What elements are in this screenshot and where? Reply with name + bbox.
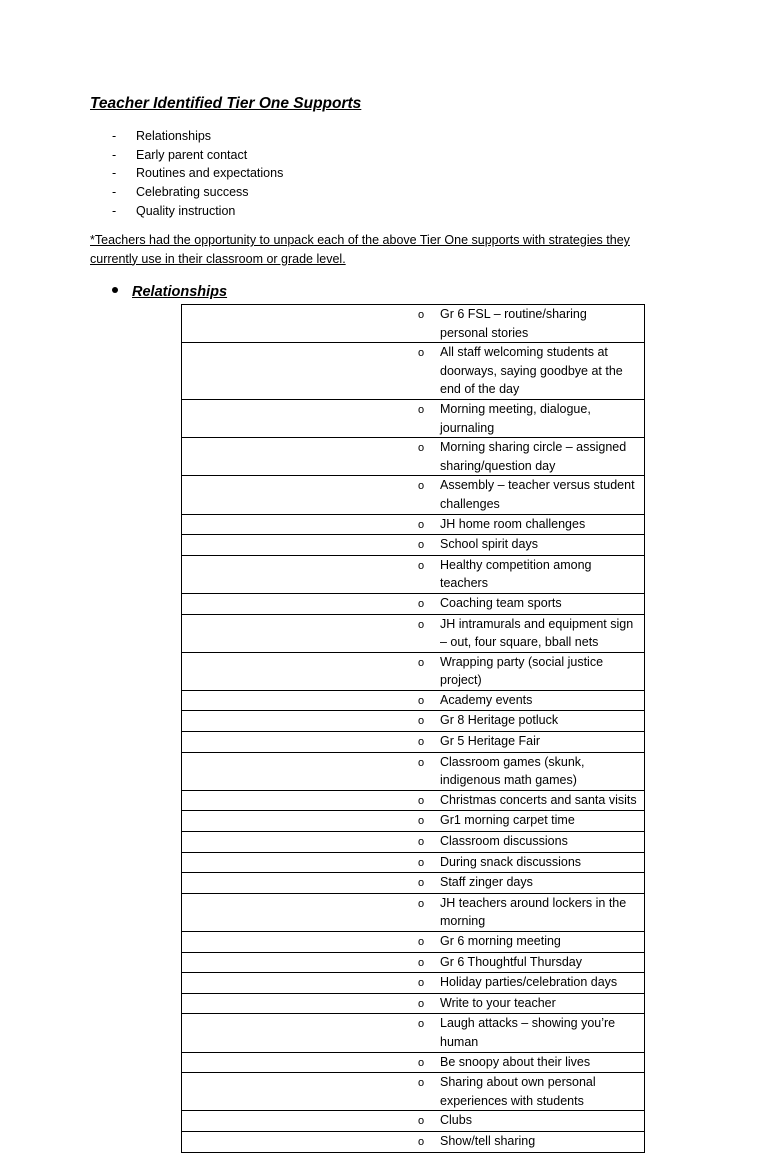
table-cell-text: Classroom discussions	[440, 832, 645, 853]
table-row	[182, 399, 645, 437]
list-marker: o	[418, 539, 425, 552]
table-cell-marker	[182, 614, 441, 652]
table-row	[182, 1073, 645, 1111]
table-row	[182, 893, 645, 931]
table-cell-marker	[182, 811, 441, 832]
table-row	[182, 752, 645, 790]
table-row	[182, 1131, 645, 1152]
table-cell-text: Gr 6 Thoughtful Thursday	[440, 952, 645, 973]
list-marker: o	[418, 756, 425, 769]
table-cell-marker	[182, 790, 441, 811]
table-cell-text: Assembly – teacher versus student challenges	[440, 476, 645, 514]
list-marker: o	[418, 897, 425, 910]
table-cell-marker	[182, 593, 441, 614]
table-cell-marker	[182, 832, 441, 853]
table-cell-marker	[182, 952, 441, 973]
list-marker: o	[418, 618, 425, 631]
table-cell-text: Academy events	[440, 690, 645, 711]
list-item-text: Celebrating success	[136, 185, 249, 200]
list-marker: o	[418, 1056, 425, 1069]
table-row	[182, 535, 645, 556]
list-item-text: Early parent contact	[136, 147, 248, 162]
table-row	[182, 732, 645, 753]
list-marker: o	[418, 977, 425, 990]
table-cell-text: Staff zinger days	[440, 873, 645, 894]
table-row	[182, 952, 645, 973]
table-cell-marker	[182, 752, 441, 790]
table-cell-text: Morning sharing circle – assigned sharing/question day	[440, 438, 645, 476]
list-item	[112, 127, 283, 146]
table-cell-text: Show/tell sharing	[440, 1131, 645, 1152]
table-cell-marker	[182, 852, 441, 873]
list-marker: o	[418, 1135, 425, 1148]
list-marker: o	[418, 309, 425, 321]
table-row	[182, 832, 645, 853]
list-item	[112, 183, 283, 202]
table-cell-marker	[182, 690, 441, 711]
table-cell-text: Holiday parties/celebration days	[440, 973, 645, 994]
list-marker: o	[418, 815, 425, 828]
table-cell-marker	[182, 1052, 441, 1073]
table-cell-text: Healthy competition among teachers	[440, 555, 645, 593]
list-marker: o	[418, 480, 425, 493]
table-cell-text: Coaching team sports	[440, 593, 645, 614]
list-dash: -	[112, 185, 117, 200]
page-title: Teacher Identified Tier One Supports	[90, 95, 362, 112]
table-row	[182, 438, 645, 476]
list-item-text: Relationships	[136, 129, 212, 143]
list-dash: -	[112, 166, 117, 181]
list-marker: o	[418, 715, 425, 728]
table-row	[182, 873, 645, 894]
table-row	[182, 1052, 645, 1073]
table-cell-text: Laugh attacks – showing you’re human	[440, 1014, 645, 1052]
list-dash: -	[112, 203, 117, 218]
table-row	[182, 1014, 645, 1052]
list-marker: o	[418, 347, 425, 360]
table-cell-text: Write to your teacher	[440, 993, 645, 1014]
list-marker: o	[418, 597, 425, 610]
list-marker: o	[418, 518, 425, 531]
table-cell-text: Be snoopy about their lives	[440, 1052, 645, 1073]
table-row	[182, 852, 645, 873]
table-row	[182, 652, 645, 690]
table-cell-marker	[182, 973, 441, 994]
list-marker: o	[418, 794, 425, 807]
table-cell-text: Christmas concerts and santa visits	[440, 790, 645, 811]
list-item-text: Quality instruction	[136, 203, 236, 218]
table-cell-marker	[182, 1073, 441, 1111]
relationships-table-body	[182, 305, 645, 1153]
table-cell-marker	[182, 438, 441, 476]
list-marker: o	[418, 442, 425, 455]
table-cell-marker	[182, 535, 441, 556]
supports-list	[112, 127, 283, 220]
list-marker: o	[418, 736, 425, 749]
table-row	[182, 593, 645, 614]
table-cell-marker	[182, 893, 441, 931]
table-cell-marker	[182, 555, 441, 593]
table-cell-marker	[182, 711, 441, 732]
list-marker: o	[418, 559, 425, 572]
table-cell-marker	[182, 305, 441, 343]
table-cell-text: JH home room challenges	[440, 514, 645, 535]
list-dash: -	[112, 129, 117, 143]
list-item	[112, 164, 283, 183]
list-marker: o	[418, 956, 425, 969]
table-cell-text: Gr 6 morning meeting	[440, 932, 645, 953]
table-row	[182, 614, 645, 652]
list-marker: o	[418, 997, 425, 1010]
table-cell-text: Gr 8 Heritage potluck	[440, 711, 645, 732]
section-heading-label: Relationships	[132, 284, 228, 300]
table-row	[182, 811, 645, 832]
list-marker: o	[418, 856, 425, 869]
table-row	[182, 305, 645, 343]
list-item-text: Routines and expectations	[136, 166, 284, 181]
table-row	[182, 690, 645, 711]
table-cell-text: Classroom games (skunk, indigenous math games)	[440, 752, 645, 790]
table-row	[182, 1111, 645, 1132]
table-cell-marker	[182, 1131, 441, 1152]
table-cell-marker	[182, 993, 441, 1014]
table-cell-text: Sharing about own personal experiences with students	[440, 1073, 645, 1111]
list-marker: o	[418, 403, 425, 416]
table-row	[182, 711, 645, 732]
list-item	[112, 146, 283, 165]
list-marker: o	[418, 936, 425, 948]
table-cell-marker	[182, 399, 441, 437]
table-cell-text: During snack discussions	[440, 852, 645, 873]
table-cell-marker	[182, 1111, 441, 1132]
table-row	[182, 555, 645, 593]
table-cell-marker	[182, 732, 441, 753]
table-cell-marker	[182, 932, 441, 953]
list-marker: o	[418, 694, 425, 707]
list-marker: o	[418, 1077, 425, 1090]
list-dash: -	[112, 147, 117, 162]
table-cell-text: Morning meeting, dialogue, journaling	[440, 399, 645, 437]
list-marker: o	[418, 836, 425, 849]
table-cell-text: Clubs	[440, 1111, 645, 1132]
table-cell-text: JH intramurals and equipment sign – out, four square, bball nets	[440, 614, 645, 652]
section-heading	[112, 282, 227, 302]
table-cell-text: JH teachers around lockers in the morning	[440, 893, 645, 931]
table-cell-text: All staff welcoming students at doorways, saying goodbye at the end of the day	[440, 343, 645, 400]
table-row	[182, 790, 645, 811]
table-cell-text: Gr1 morning carpet time	[440, 811, 645, 832]
table-row	[182, 973, 645, 994]
list-marker: o	[418, 1018, 425, 1031]
table-cell-marker	[182, 873, 441, 894]
table-cell-marker	[182, 343, 441, 400]
table-cell-marker	[182, 514, 441, 535]
list-marker: o	[418, 656, 425, 669]
table-cell-text: School spirit days	[440, 535, 645, 556]
table-row	[182, 932, 645, 953]
table-row	[182, 476, 645, 514]
table-row	[182, 343, 645, 400]
table-cell-marker	[182, 476, 441, 514]
list-item	[112, 202, 283, 221]
list-marker: o	[418, 1115, 425, 1128]
bullet-icon	[112, 287, 118, 293]
table-cell-text: Gr 5 Heritage Fair	[440, 732, 645, 753]
table-cell-text: Gr 6 FSL – routine/sharing personal stories	[440, 305, 645, 343]
table-cell-text: Wrapping party (social justice project)	[440, 652, 645, 690]
table-cell-marker	[182, 1014, 441, 1052]
intro-note: *Teachers had the opportunity to unpack each of the above Tier One supports with strategies they currently use in their classroom or grade level.	[90, 233, 630, 266]
table-row	[182, 514, 645, 535]
table-cell-marker	[182, 652, 441, 690]
relationships-table	[181, 304, 645, 1153]
table-row	[182, 993, 645, 1014]
list-marker: o	[418, 877, 425, 890]
